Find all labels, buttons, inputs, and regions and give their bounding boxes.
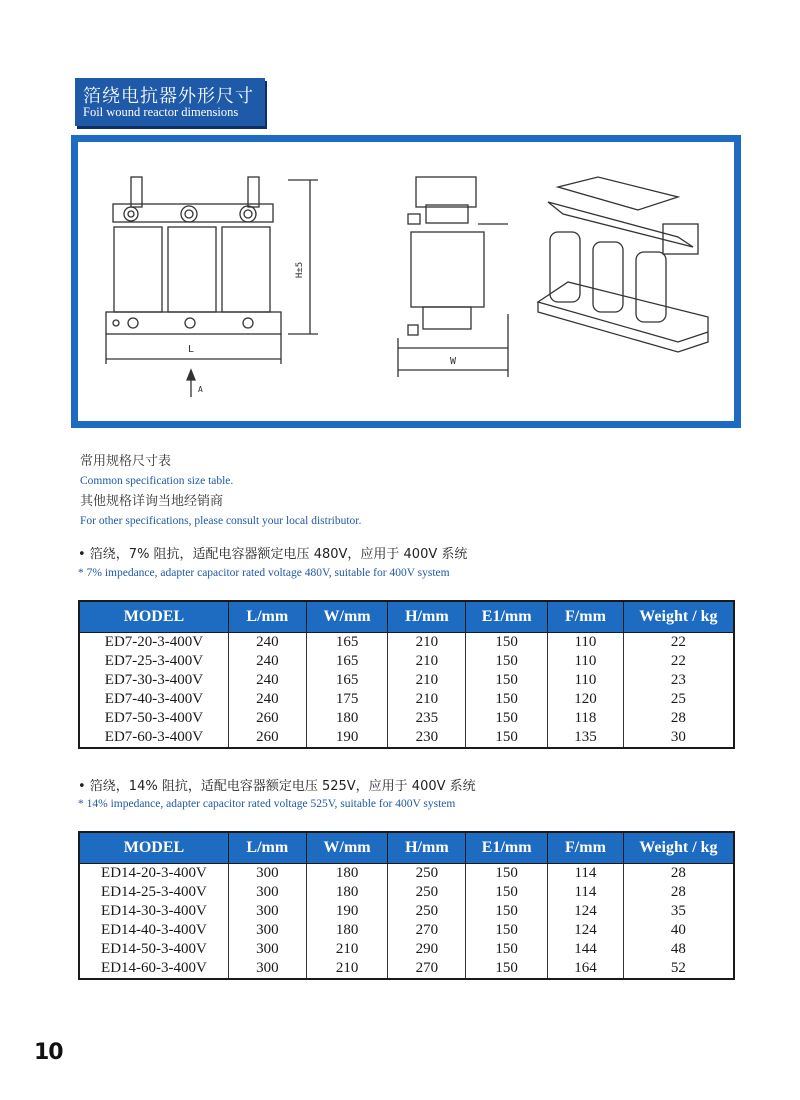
cell: 210 — [388, 690, 466, 709]
cell: 150 — [466, 940, 548, 959]
terminal-tab-right — [248, 177, 259, 207]
spec-table-14pct — [78, 831, 735, 980]
terminal-tab-left — [131, 177, 142, 207]
cell: 260 — [228, 709, 306, 728]
section-title-zh: 箔绕电抗器外形尺寸 — [83, 86, 254, 107]
cell: 180 — [306, 921, 388, 940]
col-e1: E1/mm — [466, 601, 548, 633]
col-w: W/mm — [306, 832, 388, 864]
cell: 28 — [623, 709, 734, 728]
cell: ED14-60-3-400V — [79, 959, 228, 979]
cell: 175 — [306, 690, 388, 709]
cell: ED14-20-3-400V — [79, 864, 228, 884]
cell: 240 — [228, 690, 306, 709]
col-weight: Weight / kg — [623, 832, 734, 864]
col-f: F/mm — [548, 601, 624, 633]
cell: 144 — [548, 940, 624, 959]
cell: 150 — [466, 921, 548, 940]
spec-table-7pct — [78, 600, 735, 749]
reactor-drawings — [78, 142, 734, 421]
cell: ED7-20-3-400V — [79, 633, 228, 653]
cell: 270 — [388, 959, 466, 979]
table-row — [79, 959, 734, 979]
cell: 22 — [623, 652, 734, 671]
cell: 150 — [466, 959, 548, 979]
cell: 190 — [306, 902, 388, 921]
label-H: H±5 — [295, 261, 305, 279]
cell: 164 — [548, 959, 624, 979]
cell: 150 — [466, 902, 548, 921]
col-h: H/mm — [388, 832, 466, 864]
notes-block — [80, 452, 740, 532]
side-coil — [411, 232, 484, 307]
cell: 165 — [306, 652, 388, 671]
cell: 180 — [306, 709, 388, 728]
coil-2 — [168, 227, 216, 312]
cell: ED14-50-3-400V — [79, 940, 228, 959]
cell: 300 — [228, 902, 306, 921]
cell: 118 — [548, 709, 624, 728]
cell: 40 — [623, 921, 734, 940]
cell: ED7-60-3-400V — [79, 728, 228, 748]
cell: 165 — [306, 671, 388, 690]
label-A: A — [198, 385, 203, 394]
cell: 300 — [228, 959, 306, 979]
cell: ED14-25-3-400V — [79, 883, 228, 902]
cell: ED7-50-3-400V — [79, 709, 228, 728]
cell: 250 — [388, 864, 466, 884]
label-W: W — [449, 356, 457, 367]
table-row — [79, 709, 734, 728]
cell: 135 — [548, 728, 624, 748]
table-row — [79, 671, 734, 690]
cell: 300 — [228, 921, 306, 940]
cell: 150 — [466, 883, 548, 902]
cell: 114 — [548, 864, 624, 884]
col-l: L/mm — [228, 832, 306, 864]
cell: 240 — [228, 652, 306, 671]
cell: 250 — [388, 883, 466, 902]
cell: 150 — [466, 652, 548, 671]
col-model: MODEL — [79, 601, 228, 633]
base-plate — [106, 312, 281, 334]
cell: ED7-25-3-400V — [79, 652, 228, 671]
table-row — [79, 652, 734, 671]
cell: 180 — [306, 883, 388, 902]
cell: ED14-40-3-400V — [79, 921, 228, 940]
table-row — [79, 633, 734, 653]
cell: 210 — [388, 633, 466, 653]
section-title-en: Foil wound reactor dimensions — [83, 105, 239, 119]
cell: 300 — [228, 940, 306, 959]
col-l: L/mm — [228, 601, 306, 633]
cell: 210 — [388, 671, 466, 690]
cell: 300 — [228, 883, 306, 902]
cell: 22 — [623, 633, 734, 653]
cell: 35 — [623, 902, 734, 921]
table-row — [79, 864, 734, 884]
col-h: H/mm — [388, 601, 466, 633]
section1-bullet-zh: • 箔绕，7% 阻抗，适配电容器额定电压 480V，应用于 400V 系统 — [78, 547, 468, 562]
col-model: MODEL — [79, 832, 228, 864]
cell: 235 — [388, 709, 466, 728]
table-row — [79, 940, 734, 959]
side-clamp-top — [416, 177, 476, 207]
cell: 114 — [548, 883, 624, 902]
coil-1 — [114, 227, 162, 312]
table-row — [79, 728, 734, 748]
cell: 165 — [306, 633, 388, 653]
cell: 210 — [306, 940, 388, 959]
section2-bullet-zh: • 箔绕，14% 阻抗，适配电容器额定电压 525V，应用于 400V 系统 — [78, 779, 476, 794]
table-row — [79, 921, 734, 940]
cell: 124 — [548, 921, 624, 940]
cell: 120 — [548, 690, 624, 709]
col-w: W/mm — [306, 601, 388, 633]
cell: 110 — [548, 671, 624, 690]
section-title — [75, 78, 265, 126]
table-row — [79, 690, 734, 709]
cell: 30 — [623, 728, 734, 748]
cell: 48 — [623, 940, 734, 959]
note-common-zh: 常用规格尺寸表 — [80, 454, 172, 469]
table-row — [79, 883, 734, 902]
cell: 150 — [466, 671, 548, 690]
cell: 110 — [548, 633, 624, 653]
section2-bullet-en: * 14% impedance, adapter capacitor rated voltage 525V, suitable for 400V system — [78, 798, 456, 810]
label-L: L — [187, 344, 195, 355]
table-row — [79, 902, 734, 921]
cell: 240 — [228, 633, 306, 653]
cell: 110 — [548, 652, 624, 671]
cell: 23 — [623, 671, 734, 690]
cell: ED7-30-3-400V — [79, 671, 228, 690]
cell: 180 — [306, 864, 388, 884]
col-e1: E1/mm — [466, 832, 548, 864]
cell: 190 — [306, 728, 388, 748]
cell: ED7-40-3-400V — [79, 690, 228, 709]
section1-bullet-en: * 7% impedance, adapter capacitor rated voltage 480V, suitable for 400V system — [78, 567, 450, 579]
cell: 52 — [623, 959, 734, 979]
cell: 290 — [388, 940, 466, 959]
cell: 250 — [388, 902, 466, 921]
cell: 270 — [388, 921, 466, 940]
cell: 124 — [548, 902, 624, 921]
cell: 300 — [228, 864, 306, 884]
note-common-en: Common specification size table. — [80, 475, 234, 487]
cell: 240 — [228, 671, 306, 690]
cell: 28 — [623, 864, 734, 884]
coil-3 — [222, 227, 270, 312]
note-other-en: For other specifications, please consult your local distributor. — [80, 515, 362, 527]
table-header-row — [79, 601, 734, 633]
col-f: F/mm — [548, 832, 624, 864]
cell: 230 — [388, 728, 466, 748]
cell: 150 — [466, 633, 548, 653]
cell: 150 — [466, 864, 548, 884]
cell: ED14-30-3-400V — [79, 902, 228, 921]
note-other-zh: 其他规格详询当地经销商 — [80, 494, 224, 509]
cell: 150 — [466, 728, 548, 748]
cell: 150 — [466, 690, 548, 709]
cell: 260 — [228, 728, 306, 748]
cell: 28 — [623, 883, 734, 902]
dimension-diagram — [71, 135, 741, 428]
cell: 210 — [306, 959, 388, 979]
table-header-row — [79, 832, 734, 864]
cell: 210 — [388, 652, 466, 671]
page-number: 10 — [34, 1040, 63, 1065]
cell: 150 — [466, 709, 548, 728]
cell: 25 — [623, 690, 734, 709]
col-weight: Weight / kg — [623, 601, 734, 633]
